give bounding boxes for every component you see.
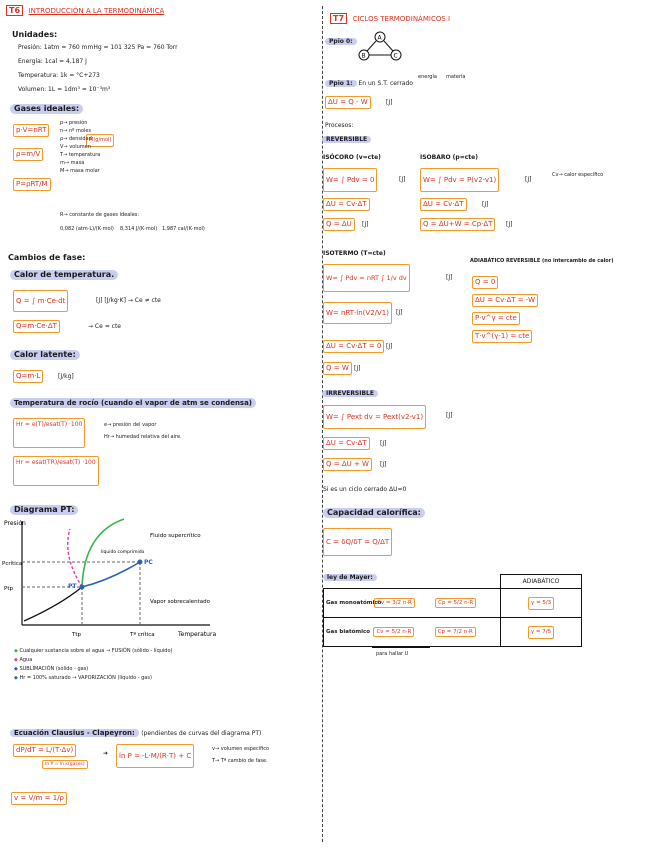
ppio1-line: [325, 80, 413, 87]
r-value-3: 1,987 cal/(K·mol): [162, 226, 205, 232]
eq-isotermo-q: Q = W: [323, 362, 352, 375]
mayer-gas-bi: Gas biatómico: [326, 629, 371, 635]
eq-gas-densidad: P=ρRT/M: [13, 178, 51, 191]
hr-legend-hr: Hr→ humedad relativa del aire.: [104, 434, 182, 440]
pt-ptp-label: Ptp: [4, 586, 13, 592]
mayer-cv-bi: Cv = 5/2 n·R: [373, 627, 414, 637]
pt-ttp-label: Ttp: [72, 632, 82, 638]
t6-header: [6, 6, 164, 16]
eq-primer-principio: ΔU = Q - W: [325, 96, 371, 109]
irreversible-label: IRREVERSIBLE: [322, 390, 378, 397]
eq-isotermo-u-unit: [J]: [386, 343, 393, 350]
pt-pcrit-label: Pcrítica: [2, 561, 23, 567]
eq-isocoro-q-unit: [J]: [362, 221, 369, 228]
ciclo-cerrado-note: Si es un ciclo cerrado ΔU=0: [323, 486, 407, 493]
eq-isotermo-ln: W= nRT·ln(V2/V1): [323, 302, 392, 324]
eq-isocoro-w: W= ∫ Pdv = 0: [323, 168, 377, 192]
eq-isotermo-ln-unit: [J]: [396, 309, 403, 316]
eq-irreversible-w: W= ∫ Pext dv = Pext(v2-v1): [323, 405, 426, 429]
isocoro-title: ISÓCORO (v=cte): [323, 154, 381, 161]
calor-temperatura-heading: Calor de temperatura.: [10, 270, 118, 280]
sublimation-curve: [24, 587, 82, 621]
pt-legend-sublimacion: SUBLIMACIÓN (sólido - gas): [19, 666, 89, 672]
eq-isocoro-u: ΔU = Cv·ΔT: [323, 198, 370, 211]
legend-rho: ρ→ densidad: [60, 136, 92, 142]
r-value-2: 8,314 J/(K·mol): [120, 226, 158, 232]
clausius-legend-v: v→ volumen específico: [212, 746, 270, 752]
mayer-note: para hallar U: [376, 651, 409, 657]
ppio0-diagram: [356, 30, 404, 62]
clausius-arrow: ➜: [103, 750, 109, 757]
eq-isobaro-unit: [J]: [525, 176, 532, 183]
mayer-row-mono: [323, 588, 582, 618]
legend-n: n→ nº moles: [60, 128, 92, 134]
ppio1-text: En un S.T. cerrado: [358, 80, 413, 87]
eq-masa-molar: M(g/mol): [86, 134, 114, 147]
mayer-cp-bi: Cp = 7/2 n·R: [435, 627, 476, 637]
eq-calor-ce: Q=m·Ce·ΔT: [13, 320, 60, 333]
capacidad-heading: Capacidad calorífica:: [323, 508, 425, 518]
gases-heading: Gases ideales:: [10, 104, 83, 114]
mayer-gas-mono: Gas monoatómico: [326, 600, 382, 606]
legend-mm: M→ masa molar: [60, 168, 100, 174]
pt-legend-vaporizacion: Hr = 100% saturado → VAPORIZACIÓN (líquido - gas): [19, 675, 152, 681]
eq-isobaro-u-unit: [J]: [482, 201, 489, 208]
eq-clausius-small: ln P = ln k(gases): [42, 760, 88, 769]
eq-irreversible-u: ΔU = Cv·ΔT: [323, 437, 370, 450]
eq-primer-principio-unit: [J]: [386, 99, 393, 106]
rocio-heading: Temperatura de rocío (cuando el vapor de atm se condensa): [10, 398, 256, 408]
eq-isotermo-unit: [J]: [446, 274, 453, 281]
eq-isobaro-q-unit: [J]: [506, 221, 513, 228]
unidad-volumen: Volumen: 1L = 1dm³ = 10⁻³m³: [18, 86, 111, 93]
pt-ylabel: Presión: [4, 520, 26, 527]
eq-clausius-2: ln P = -L·M/(R·T) + C: [116, 744, 194, 768]
pt-tcrit-label: Tª crítica: [130, 632, 155, 638]
t7-header: [330, 14, 450, 24]
unidad-presion: Presión: 1atm = 760 mmHg = 101 325 Pa = 760 Torr: [18, 44, 178, 51]
eq-isocoro-unit: [J]: [399, 176, 406, 183]
eq-capacidad: C = δQ/δT = Q/ΔT: [323, 528, 392, 556]
diagrama-heading: Diagrama PT:: [10, 505, 78, 515]
clausius-legend-t: T→ Tª cambio de fase.: [212, 758, 268, 764]
vaporization-curve: [82, 562, 140, 587]
r-constante: R→ constante de gases ideales:: [60, 212, 140, 218]
mayer-g-mono: γ = 5/3: [528, 597, 554, 610]
eq-calor-ce-note: → Ce = cte: [88, 323, 121, 330]
reversible-label: REVERSIBLE: [322, 136, 371, 143]
ppio0-label: Ppio 0:: [325, 38, 357, 45]
t7-title: CICLOS TERMODINÁMICOS I: [352, 15, 451, 23]
pt-legend-fusion: Cualquier sustancia sobre el agua → FUSIÓN (sólido - líquido): [19, 648, 173, 654]
mayer-cp-mono: Cp = 5/2 n·R: [435, 598, 476, 608]
clausius-title: Ecuación Clausius - Clapeyron:: [10, 729, 139, 737]
eq-isotermo-u: ΔU = Cv·ΔT = 0: [323, 340, 384, 353]
edge-ac: [384, 41, 393, 51]
pt-pt-label: PT: [68, 583, 77, 590]
cv-note: Cv→ calor específico: [552, 172, 604, 178]
legend-m: m→ masa: [60, 160, 85, 166]
node-b-label: B: [361, 52, 366, 60]
eq-hr-1: Hr = e(T)/esat(T) ·100: [13, 418, 85, 448]
mayer-g-bi: γ = 7/5: [528, 626, 554, 639]
unidades-heading: Unidades:: [12, 30, 58, 39]
gases-legend: [60, 120, 100, 174]
eq-clausius-1: dP/dT = L/(T·Δv): [13, 744, 76, 757]
mayer-heading: ley de Mayer:: [323, 574, 377, 581]
adiabatico-title: ADIABÁTICO REVERSIBLE (no intercambio de calor): [470, 258, 614, 264]
ppio1-note-energia: energía: [418, 74, 437, 80]
procesos-label: Procesos:: [325, 122, 354, 129]
pt-pc-label: PC: [144, 559, 153, 566]
isotermo-title: ISOTERMO (T=cte): [323, 250, 386, 257]
eq-calor-integral: Q = ∫ m·Ce·dt: [13, 290, 68, 312]
fase-heading: Cambios de fase:: [8, 253, 86, 262]
mayer-table: [323, 588, 582, 647]
legend-p: p→ presión: [60, 120, 88, 126]
pt-diagram: [0, 515, 320, 645]
eq-calor-units: [J] [J/kg·K] → Ce ≠ cte: [96, 297, 161, 304]
pt-liquido-label: líquido comprimido: [101, 550, 145, 555]
pt-vapor-label: Vapor sobrecalentado: [150, 599, 210, 605]
pt-fluido-label: Fluido supercrítico: [150, 533, 201, 539]
edge-ab: [367, 41, 376, 51]
eq-irreversible-u-unit: [J]: [380, 440, 387, 447]
pt-legend: ◆ Cualquier sustancia sobre el agua → FUSIÓN (sólido - líquido) ◆ Agua ◆ SUBLIMACIÓN (sólido - gas) ◆ Hr = 100% saturado → VAPORIZACIÓN (líquido - gas): [14, 648, 173, 681]
pt-xlabel: Temperatura: [178, 631, 217, 638]
eq-adiabatico-tv: T·v^(γ-1) = cte: [472, 330, 532, 343]
node-c-label: C: [393, 52, 398, 60]
eq-isotermo-q-unit: [J]: [354, 365, 361, 372]
eq-adiabatico-pv: P·v^γ = cte: [472, 312, 520, 325]
mayer-bracket: [372, 647, 430, 648]
eq-isobaro-q: Q = ΔU+W = Cp·ΔT: [420, 218, 495, 231]
eq-volumen-especifico: v = V/m = 1/ρ: [11, 792, 67, 805]
eq-irreversible-q-unit: [J]: [380, 461, 387, 468]
eq-irreversible-unit: [J]: [446, 412, 453, 419]
eq-irreversible-q: Q = ΔU + W: [323, 458, 372, 471]
eq-adiabatico-u: ΔU = Cv·ΔT = -W: [472, 294, 538, 307]
pt-legend-agua: Agua: [19, 657, 33, 663]
hr-legend-e: e→ presión del vapor: [104, 422, 157, 428]
ppio1-note-materia: materia: [446, 74, 466, 80]
eq-isotermo-w: W= ∫ Pdv = nRT ∫ 1/v dv: [323, 264, 410, 292]
clausius-subtitle: (pendientes de curvas del diagrama PT): [141, 730, 262, 737]
legend-t: T→ temperatura: [60, 152, 101, 158]
unidad-energia: Energía: 1cal = 4,187 J: [18, 58, 87, 65]
eq-calor-latente-units: [J/kg]: [58, 373, 74, 380]
t6-title: INTRODUCCIÓN A LA TERMODINÁMICA: [28, 7, 165, 15]
mayer-col-head: ADIABÁTICO: [500, 574, 582, 588]
t6-number: T6: [6, 5, 23, 16]
eq-isobaro-w: W= ∫ Pdv = P(v2-v1): [420, 168, 499, 192]
eq-densidad: ρ=m/V: [13, 148, 43, 161]
r-value-1: 0,082 (atm·L)/(K·mol): [60, 226, 114, 232]
eq-adiabatico-q: Q = 0: [472, 276, 498, 289]
calor-latente-heading: Calor latente:: [10, 350, 80, 360]
isobaro-title: ISOBARO (p=cte): [420, 154, 478, 161]
eq-hr-2: Hr = esat(TR)/esat(T) ·100: [13, 456, 99, 486]
mayer-row-bi: [323, 618, 582, 647]
t7-number: T7: [330, 13, 347, 24]
clausius-heading: [10, 728, 261, 739]
triple-point: [80, 585, 85, 590]
unidad-temperatura: Temperatura: 1k = °C+273: [18, 72, 100, 79]
eq-gases-ideales: p·V=nRT: [13, 124, 49, 137]
node-a-label: A: [377, 34, 382, 42]
critical-point: [138, 560, 143, 565]
mayer-cv-mono: Cv = 3/2 n·R: [374, 598, 415, 608]
ppio1-label: Ppio 1:: [325, 80, 357, 87]
eq-calor-latente: Q=m·L: [13, 370, 43, 383]
legend-v: V→ volumen: [60, 144, 91, 150]
eq-isobaro-u: ΔU = Cv·ΔT: [420, 198, 467, 211]
eq-isocoro-q: Q = ΔU: [323, 218, 355, 231]
water-curve: [68, 529, 82, 587]
